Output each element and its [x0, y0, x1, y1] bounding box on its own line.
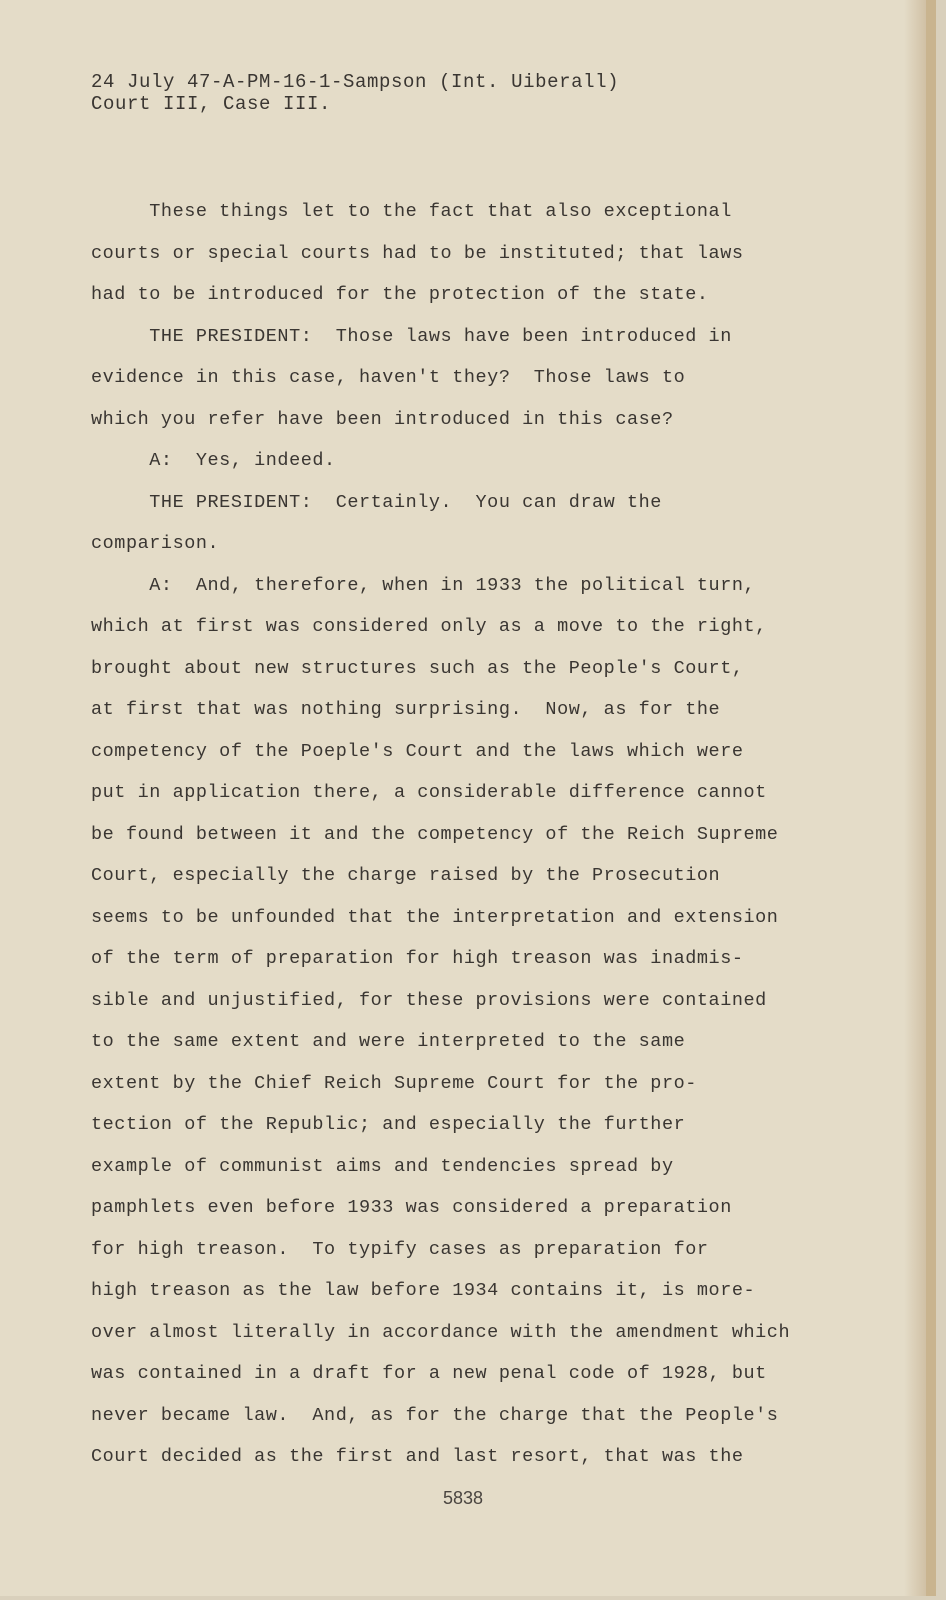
transcript-line: at first that was nothing surprising. Now, as for the [91, 699, 721, 720]
transcript-line: These things let to the fact that also exceptional [91, 201, 732, 222]
transcript-line: example of communist aims and tendencies spread by [91, 1155, 674, 1177]
transcript-line: of the term of preparation for high treason was inadmis- [91, 948, 744, 969]
transcript-line: THE PRESIDENT: Certainly. You can draw the [91, 491, 662, 513]
transcript-line: for high treason. To typify cases as preparation for [91, 1238, 709, 1260]
transcript-line: seems to be unfounded that the interpretation and extension [91, 906, 779, 928]
transcript-line: A: And, therefore, when in 1933 the political turn, [91, 574, 756, 596]
transcript-line: which you refer have been introduced in this case? [91, 408, 674, 430]
transcript-line: never became law. And, as for the charge that the People's [91, 1404, 779, 1426]
transcript-line: to the same extent and were interpreted to the same [91, 1031, 686, 1052]
transcript-line: THE PRESIDENT: Those laws have been introduced in [91, 325, 732, 347]
transcript-line: was contained in a draft for a new penal code of 1928, but [91, 1363, 767, 1384]
document-header [91, 71, 619, 115]
transcript-line: brought about new structures such as the People's Court, [91, 657, 744, 679]
header-line-court-case: Court III, Case III. [91, 93, 332, 115]
transcript-line: Court decided as the first and last resort, that was the [91, 1446, 744, 1467]
transcript-line: sible and unjustified, for these provisions were contained [91, 989, 767, 1011]
transcript-line: competency of the Poeple's Court and the laws which were [91, 740, 744, 762]
transcript-line: had to be introduced for the protection of the state. [91, 284, 709, 305]
transcript-line: pamphlets even before 1933 was considered a preparation [91, 1197, 732, 1218]
transcript-line: evidence in this case, haven't they? Those laws to [91, 367, 686, 388]
transcript-line: be found between it and the competency of the Reich Supreme [91, 823, 779, 845]
transcript-line: extent by the Chief Reich Supreme Court for the pro- [91, 1072, 697, 1094]
transcript-line: courts or special courts had to be instituted; that laws [91, 242, 744, 264]
header-line-date-session: 24 July 47-A-PM-16-1-Sampson (Int. Uiberall) [91, 71, 620, 93]
transcript-body [91, 191, 851, 1478]
transcript-line: Court, especially the charge raised by the Prosecution [91, 865, 721, 886]
transcript-line: A: Yes, indeed. [91, 450, 336, 471]
transcript-line: comparison. [91, 533, 220, 554]
page-number: 5838 [442, 1488, 484, 1508]
transcript-line: over almost literally in accordance with the amendment which [91, 1321, 791, 1343]
transcript-line: tection of the Republic; and especially the further [91, 1114, 686, 1135]
transcript-line: put in application there, a considerable difference cannot [91, 782, 767, 803]
transcript-line: which at first was considered only as a move to the right, [91, 616, 767, 637]
page-edge-shadow [904, 0, 926, 1596]
transcript-line: high treason as the law before 1934 contains it, is more- [91, 1280, 756, 1301]
